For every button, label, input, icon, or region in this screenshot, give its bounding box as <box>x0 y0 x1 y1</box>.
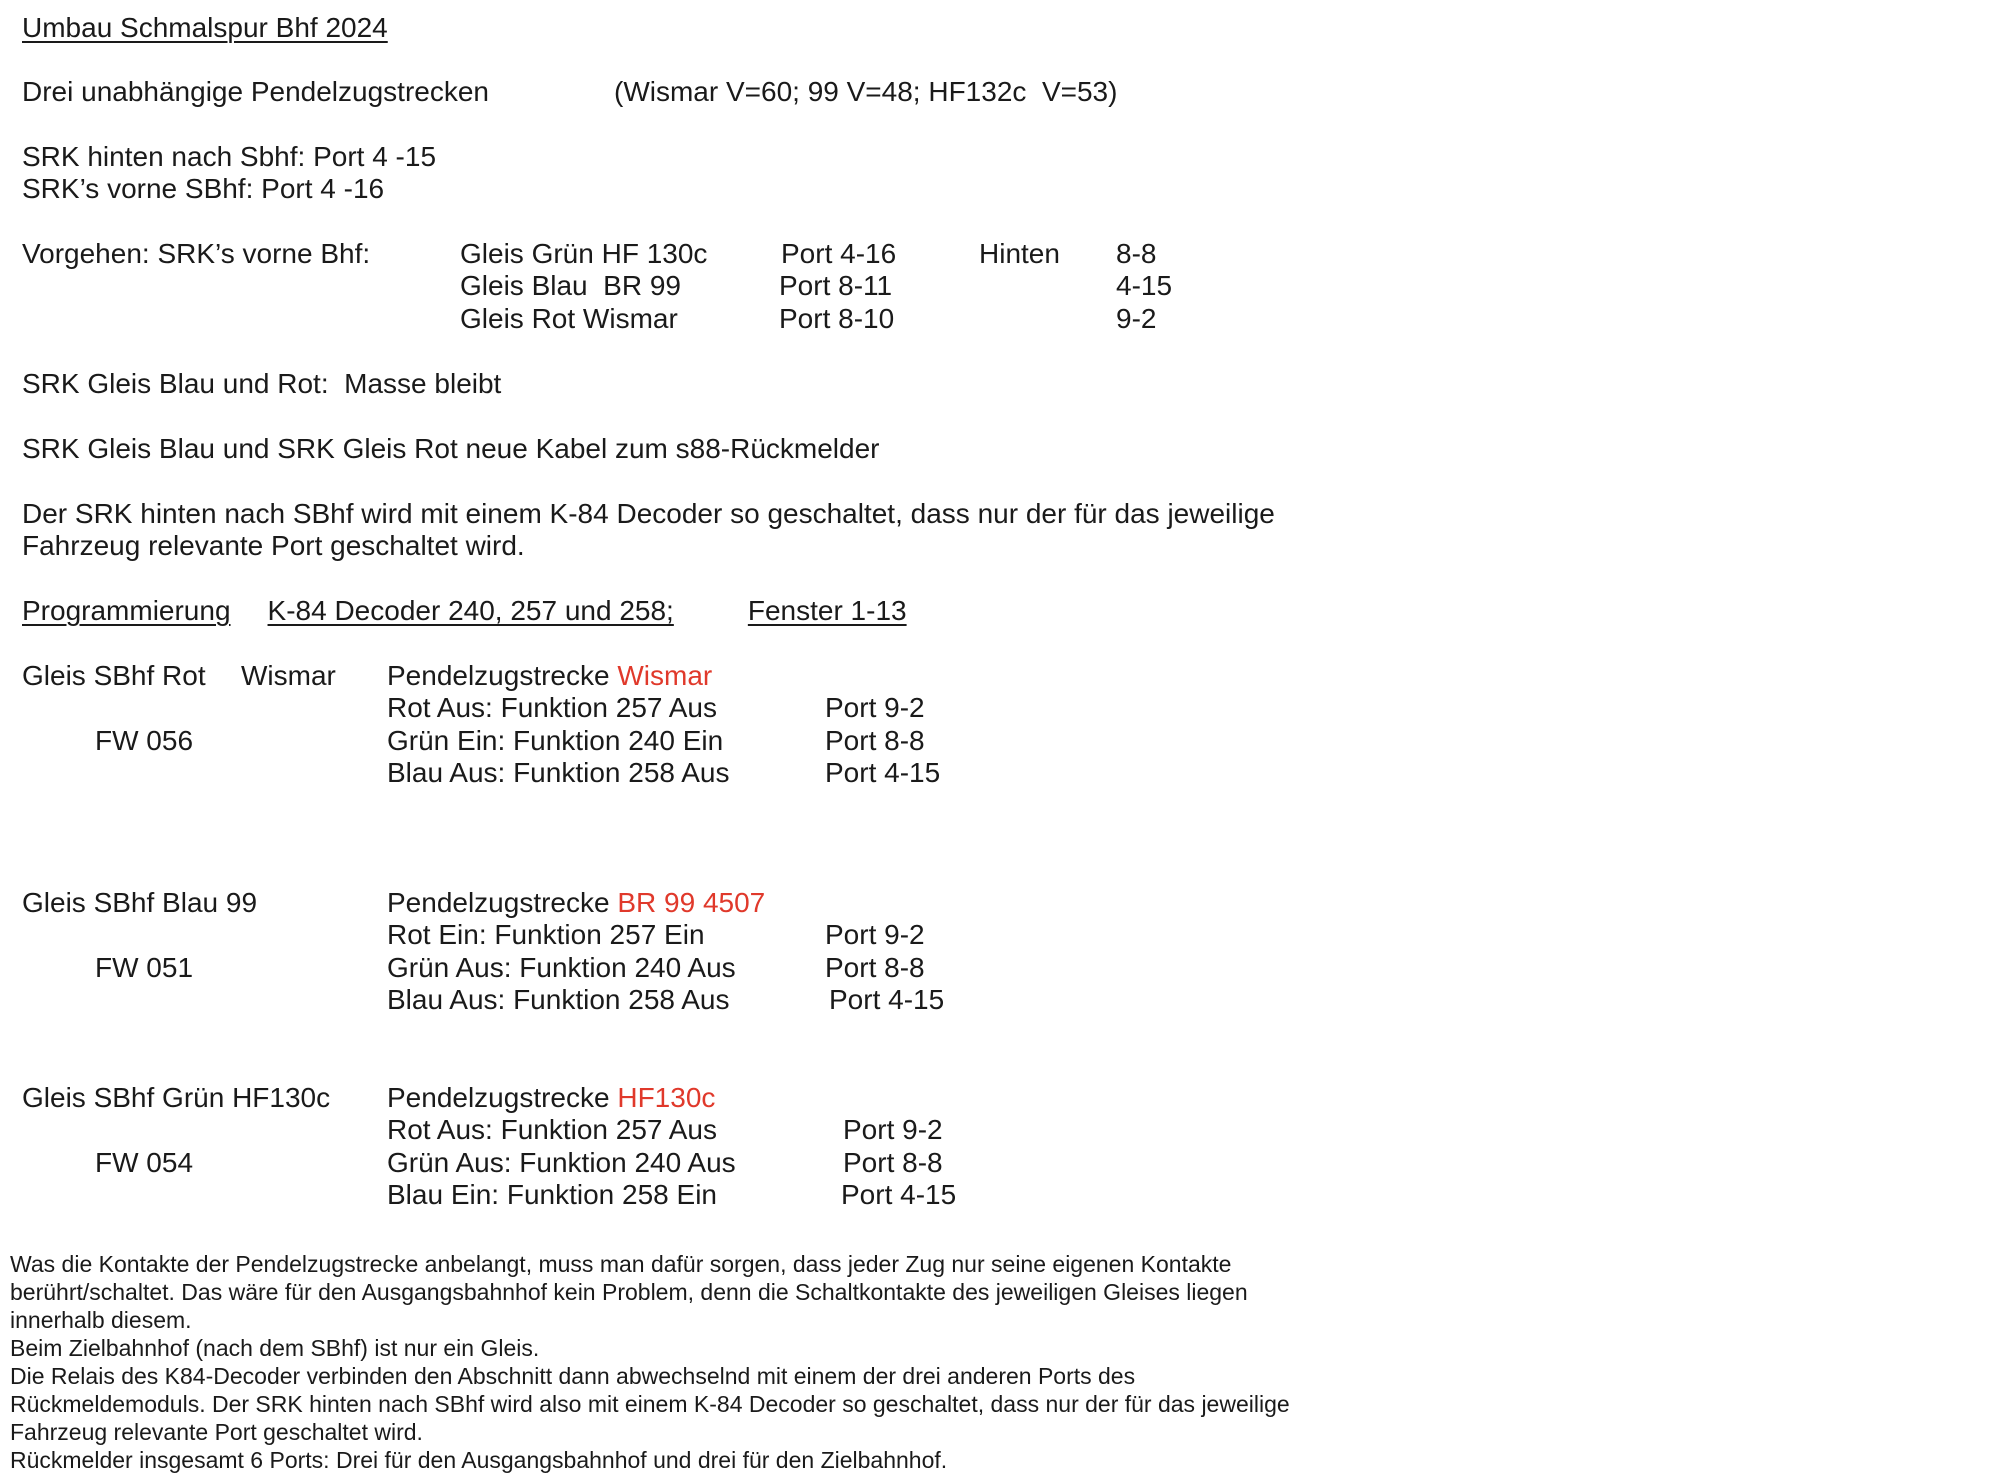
footer-line: innerhalb diesem. <box>10 1307 192 1333</box>
strecke-name: BR 99 4507 <box>617 887 766 918</box>
srk-hinten-line: SRK hinten nach Sbhf: Port 4 -15 <box>22 141 437 172</box>
footer-line: Die Relais des K84-Decoder verbinden den Abschnitt dann abwechselnd mit einem der drei anderen Ports des <box>10 1363 1136 1389</box>
funktion-port: Port 8-8 <box>825 725 925 756</box>
footer-line: Beim Zielbahnhof (nach dem SBhf) ist nur ein Gleis. <box>10 1335 540 1361</box>
document-title: Umbau Schmalspur Bhf 2024 <box>22 12 388 43</box>
funktion-port: Port 9-2 <box>825 919 925 950</box>
srk-vorne-line: SRK’s vorne SBhf: Port 4 -16 <box>22 173 385 204</box>
kabel-note: SRK Gleis Blau und SRK Gleis Rot neue Kabel zum s88-Rückmelder <box>22 433 880 464</box>
strecke-heading <box>387 1082 715 1114</box>
programmierung-label: Programmierung <box>22 595 231 626</box>
footer-line: Fahrzeug relevante Port geschaltet wird. <box>10 1419 423 1445</box>
funktion-row: Grün Ein: Funktion 240 Ein <box>387 725 724 756</box>
fw-label: FW 051 <box>95 952 194 983</box>
footer-line: Was die Kontakte der Pendelzugstrecke anbelangt, muss man dafür sorgen, dass jeder Zug nur seine eigenen Kontakte <box>10 1251 1232 1277</box>
fahrzeug-label: Wismar <box>241 660 336 691</box>
funktion-port: Port 4-15 <box>825 757 941 788</box>
intro-speeds: (Wismar V=60; 99 V=48; HF132c V=53) <box>614 76 1118 107</box>
vorgehen-gleis: Gleis Blau BR 99 <box>460 270 681 301</box>
decoder-note-line: Der SRK hinten nach SBhf wird mit einem K-84 Decoder so geschaltet, dass nur der für das jeweilige <box>22 498 1275 529</box>
fw-label: FW 056 <box>95 725 194 756</box>
intro-line: Drei unabhängige Pendelzugstrecken <box>22 76 489 107</box>
masse-note: SRK Gleis Blau und Rot: Masse bleibt <box>22 368 502 399</box>
funktion-port: Port 4-15 <box>841 1179 957 1210</box>
funktion-port: Port 8-8 <box>825 952 925 983</box>
vorgehen-port: Port 8-11 <box>779 270 893 301</box>
funktion-port: Port 8-8 <box>843 1147 943 1178</box>
strecke-heading <box>387 660 712 692</box>
programmierung-heading <box>22 595 964 627</box>
vorgehen-hinten-port: 8-8 <box>1116 238 1157 269</box>
funktion-row: Grün Aus: Funktion 240 Aus <box>387 1147 736 1178</box>
strecke-heading <box>387 887 765 919</box>
footer-line: berührt/schaltet. Das wäre für den Ausgangsbahnhof kein Problem, denn die Schaltkontakte des jeweiligen Gleises liegen <box>10 1279 1248 1305</box>
footer-line: Rückmeldemoduls. Der SRK hinten nach SBhf wird also mit einem K-84 Decoder so geschaltet, dass nur der für das jeweilige <box>10 1391 1290 1417</box>
funktion-port: Port 9-2 <box>825 692 925 723</box>
funktion-row: Rot Aus: Funktion 257 Aus <box>387 1114 717 1145</box>
gleis-label: Gleis SBhf Blau 99 <box>22 887 258 918</box>
gleis-label: Gleis SBhf Rot <box>22 660 206 691</box>
vorgehen-label: Vorgehen: SRK’s vorne Bhf: <box>22 238 371 269</box>
funktion-row: Blau Aus: Funktion 258 Aus <box>387 984 730 1015</box>
strecke-prefix: Pendelzugstrecke <box>387 887 610 918</box>
gleis-label: Gleis SBhf Grün HF130c <box>22 1082 331 1113</box>
funktion-row: Rot Aus: Funktion 257 Aus <box>387 692 717 723</box>
funktion-row: Rot Ein: Funktion 257 Ein <box>387 919 705 950</box>
vorgehen-port: Port 4-16 <box>781 238 897 269</box>
vorgehen-hinten-port: 9-2 <box>1116 303 1157 334</box>
vorgehen-hinten-port: 4-15 <box>1116 270 1173 301</box>
footer-line: Rückmelder insgesamt 6 Ports: Drei für den Ausgangsbahnhof und drei für den Zielbahnhof. <box>10 1447 948 1473</box>
vorgehen-gleis: Gleis Grün HF 130c <box>460 238 708 269</box>
programmierung-decoder: K-84 Decoder 240, 257 und 258; <box>267 595 674 626</box>
strecke-name: HF130c <box>617 1082 716 1113</box>
vorgehen-port: Port 8-10 <box>779 303 895 334</box>
strecke-prefix: Pendelzugstrecke <box>387 1082 610 1113</box>
funktion-row: Blau Ein: Funktion 258 Ein <box>387 1179 717 1210</box>
strecke-prefix: Pendelzugstrecke <box>387 660 610 691</box>
programmierung-fenster: Fenster 1-13 <box>747 595 907 626</box>
funktion-port: Port 9-2 <box>843 1114 943 1145</box>
funktion-row: Grün Aus: Funktion 240 Aus <box>387 952 736 983</box>
funktion-row: Blau Aus: Funktion 258 Aus <box>387 757 730 788</box>
decoder-note-line: Fahrzeug relevante Port geschaltet wird. <box>22 530 525 561</box>
strecke-name: Wismar <box>617 660 713 691</box>
hinten-label: Hinten <box>979 238 1060 269</box>
vorgehen-gleis: Gleis Rot Wismar <box>460 303 678 334</box>
funktion-port: Port 4-15 <box>829 984 945 1015</box>
fw-label: FW 054 <box>95 1147 194 1178</box>
